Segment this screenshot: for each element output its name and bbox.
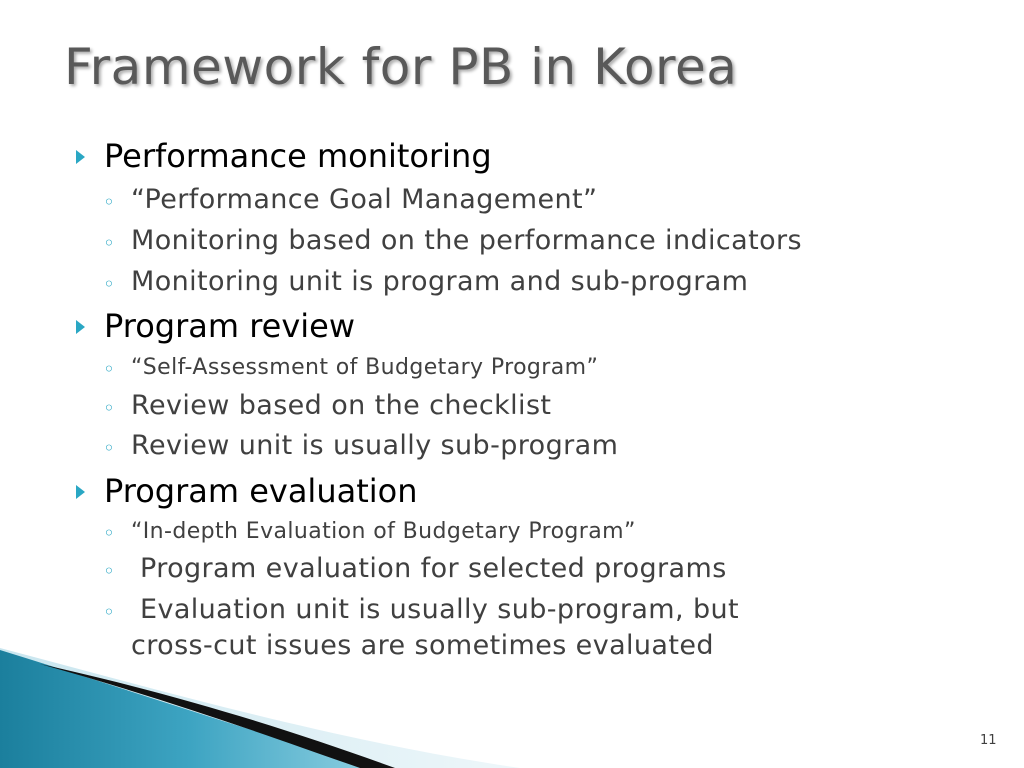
bullet-text: Program review <box>104 307 356 345</box>
circle-bullet-icon: ◦ <box>103 559 116 583</box>
triangle-right-icon <box>76 320 85 334</box>
circle-bullet-icon: ◦ <box>103 190 116 214</box>
triangle-right-icon <box>76 150 85 164</box>
circle-bullet-icon: ◦ <box>103 600 116 624</box>
circle-bullet-icon: ◦ <box>103 396 116 420</box>
circle-bullet-icon: ◦ <box>103 272 116 296</box>
bullet-text: Performance monitoring <box>104 137 492 175</box>
circle-bullet-icon: ◦ <box>103 436 116 460</box>
circle-bullet-icon: ◦ <box>103 357 116 381</box>
circle-bullet-icon: ◦ <box>103 231 116 255</box>
sub-bullet: ◦ Program evaluation for selected programs <box>103 553 727 584</box>
bullet-text: Program evaluation <box>104 472 418 510</box>
circle-bullet-icon: ◦ <box>103 521 116 545</box>
slide-title: Framework for PB in Korea <box>64 38 738 96</box>
slide-content: Performance monitoring ◦ “Performance Goal Management” ◦ Monitoring based on the performance indicators ◦ Monitoring unit is program and sub-program Program review ◦ “Self-Assessment of Budgetary Program” ◦ Review based on the checklist ◦ Review unit is usually sub-program Program evaluation ◦ “In-depth Evaluation of Budgetary Program” ◦ Program evaluation for selected programs ◦ Evaluation unit is usually sub-program, but cross-cut issues are sometimes evaluated <box>0 0 1024 768</box>
triangle-right-icon <box>76 485 85 499</box>
page-number: 11 <box>980 733 997 748</box>
